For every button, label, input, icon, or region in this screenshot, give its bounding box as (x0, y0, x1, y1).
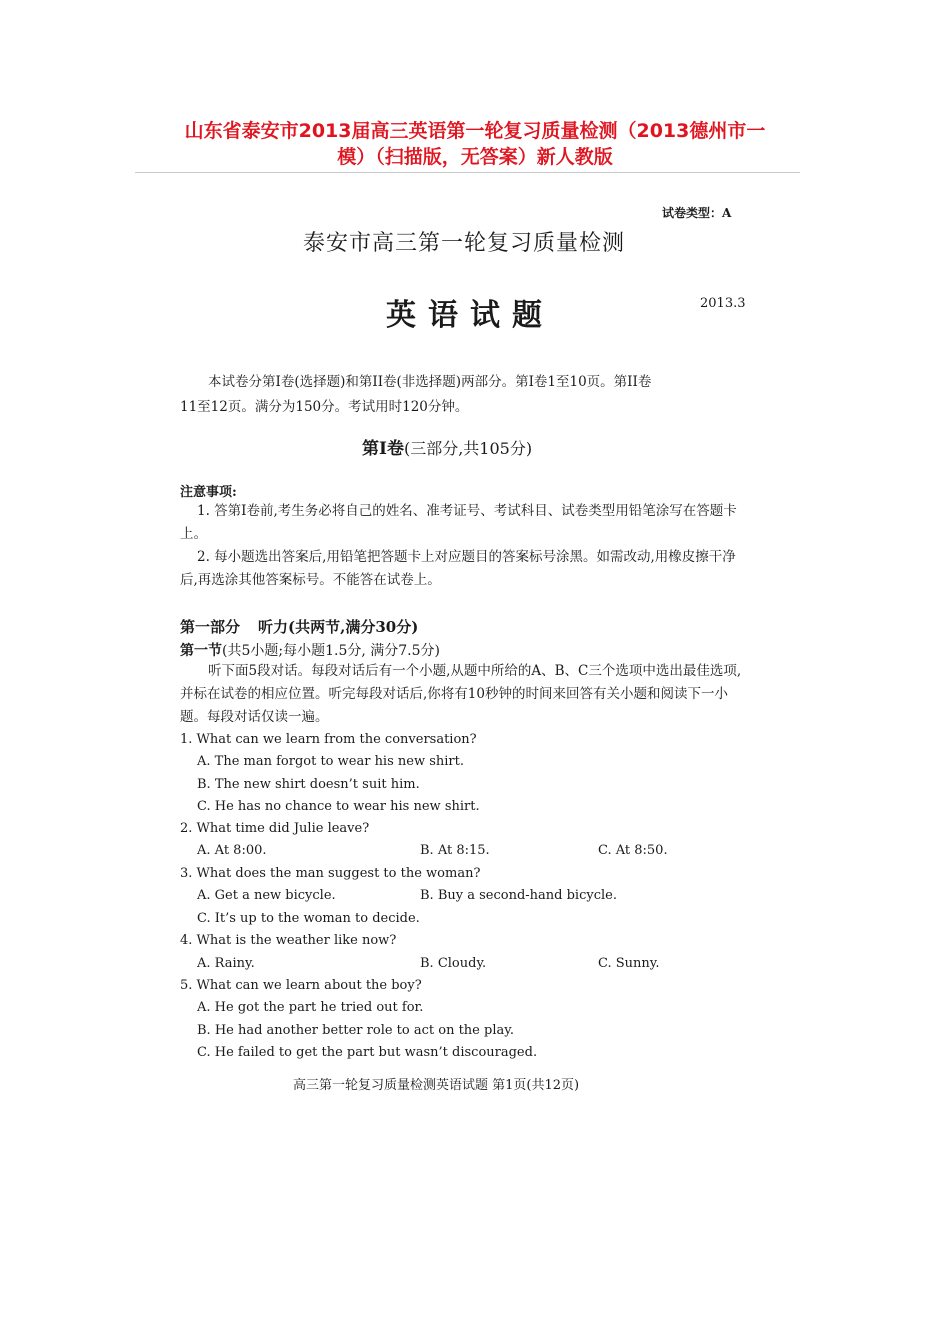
listening-directions (180, 660, 750, 729)
paper-type-label: 试卷类型：A (662, 206, 732, 220)
question-2-option-c: C. At 8:50. (598, 843, 668, 858)
question-1-option-a: A. The man forgot to wear his new shirt. (197, 754, 464, 769)
section-label: 第一节 (180, 643, 222, 659)
volume-title-label: 第I卷 (362, 439, 404, 459)
volume-title (362, 434, 532, 459)
question-1-stem: 1. What can we learn from the conversation? (180, 732, 477, 747)
question-1-option-c: C. He has no chance to wear his new shirt. (197, 799, 480, 814)
section-detail: (共5小题;每小题1.5分, 满分7.5分) (222, 643, 440, 659)
question-3-option-b: B. Buy a second-hand bicycle. (420, 888, 617, 903)
question-3-option-a: A. Get a new bicycle. (197, 888, 336, 903)
document-title-line-1: 山东省泰安市2013届高三英语第一轮复习质量检测（2013德州市一 (184, 120, 766, 142)
directions-text: 听下面5段对话。每段对话后有一个小题,从题中所给的A、B、C三个选项中选出最佳选项,并标在试卷的相应位置。听完每段对话后,你将有10秒钟的时间来回答有关小题和阅读下一小题。每段对话仅读一遍。 (180, 663, 742, 725)
question-2-option-a: A. At 8:00. (197, 843, 267, 858)
exam-title: 泰安市高三第一轮复习质量检测 (303, 231, 626, 256)
exam-intro (180, 370, 750, 420)
question-5-option-c: C. He failed to get the part but wasn’t discouraged. (197, 1045, 538, 1060)
question-5-option-a: A. He got the part he tried out for. (197, 1000, 424, 1015)
document-title (135, 118, 815, 170)
header-divider (135, 172, 800, 173)
page-footer: 高三第一轮复习质量检测英语试题 第1页(共12页) (293, 1078, 580, 1093)
question-2-stem: 2. What time did Julie leave? (180, 821, 370, 836)
notice-item-2: 2. 每小题选出答案后,用铅笔把答题卡上对应题目的答案标号涂黑。如需改动,用橡皮擦干净后,再选涂其他答案标号。不能答在试卷上。 (180, 549, 736, 588)
exam-date: 2013.3 (700, 296, 746, 311)
section-heading (180, 640, 440, 660)
question-4-option-b: B. Cloudy. (420, 956, 487, 971)
question-5-option-b: B. He had another better role to act on the play. (197, 1023, 514, 1038)
subject-title: 英语试题 (386, 298, 554, 333)
question-3-stem: 3. What does the man suggest to the woman? (180, 866, 481, 881)
part-title: 听力(共两节,满分30分) (258, 618, 419, 636)
document-title-line-2: 模）（扫描版，无答案）新人教版 (337, 146, 613, 168)
question-3-option-c: C. It’s up to the woman to decide. (197, 911, 420, 926)
question-2-option-b: B. At 8:15. (420, 843, 490, 858)
notice-heading: 注意事项: (180, 485, 237, 500)
notice-item-1: 1. 答第I卷前,考生务必将自己的姓名、准考证号、考试科目、试卷类型用铅笔涂写在答题卡上。 (180, 503, 737, 542)
part-label: 第一部分 (180, 618, 241, 636)
intro-line-1: 本试卷分第I卷(选择题)和第II卷(非选择题)两部分。第I卷1至10页。第II卷 (208, 374, 652, 390)
question-4-stem: 4. What is the weather like now? (180, 933, 397, 948)
notice-list (180, 500, 750, 592)
question-5-stem: 5. What can we learn about the boy? (180, 978, 422, 993)
part-heading (180, 616, 418, 637)
question-4-option-a: A. Rainy. (197, 956, 255, 971)
question-4-option-c: C. Sunny. (598, 956, 660, 971)
intro-line-2: 11至12页。满分为150分。考试用时120分钟。 (180, 399, 469, 415)
question-1-option-b: B. The new shirt doesn’t suit him. (197, 777, 420, 792)
volume-title-detail: (三部分,共105分) (403, 439, 533, 458)
